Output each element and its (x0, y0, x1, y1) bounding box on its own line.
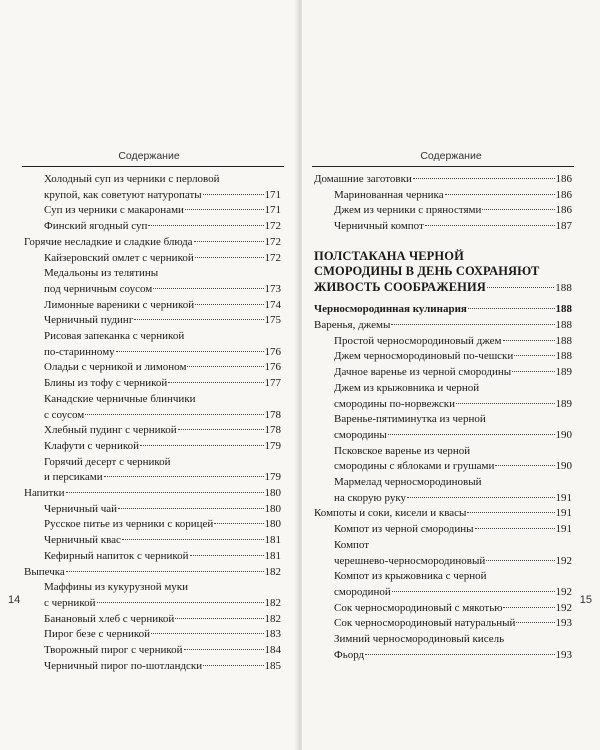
toc-entry (24, 502, 281, 518)
toc-entry-text: Кефирный напиток с черникой (44, 549, 189, 562)
toc-chapter-entry (24, 486, 281, 502)
toc-entry-text: Банановый хлеб с черникой (44, 612, 175, 625)
toc-entry-text: Псковское варенье из черной (334, 444, 471, 457)
toc-entry-row (24, 486, 281, 502)
dot-leader (495, 465, 554, 466)
toc-entry-text: Джем черносмородиновый по-чешски (334, 350, 514, 363)
dot-leader (190, 555, 264, 556)
toc-list (24, 172, 281, 675)
toc-entry-row (44, 313, 281, 329)
dot-leader (118, 508, 263, 509)
toc-entry-row (314, 302, 572, 318)
toc-page-number: 172 (264, 220, 281, 233)
toc-entry-row (334, 585, 572, 601)
toc-entry (24, 376, 281, 392)
toc-entry (314, 632, 572, 663)
toc-page-number: 178 (264, 408, 281, 421)
toc-page-number: 188 (555, 303, 572, 316)
toc-entry-text: Компот из черной смородины (334, 523, 474, 536)
dot-leader (151, 633, 263, 634)
toc-entry (314, 522, 572, 538)
toc-entry-text: Джем из крыжовника и черной (334, 381, 480, 394)
dot-leader (503, 340, 555, 341)
toc-entry-text: Джем из черники с пряностями (334, 204, 482, 217)
toc-entry-row (334, 459, 572, 475)
toc-page-number: 183 (264, 628, 281, 641)
toc-entry (314, 349, 572, 365)
toc-entry-text: на скорую руку (334, 491, 407, 504)
running-head: Содержание (420, 150, 482, 162)
toc-entry-text: Фьорд (334, 648, 365, 661)
toc-entry (24, 612, 281, 628)
toc-entry (314, 475, 572, 506)
dot-leader (168, 382, 263, 383)
toc-page-number: 172 (264, 251, 281, 264)
toc-entry-row (44, 345, 281, 361)
toc-entry (314, 616, 572, 632)
toc-entry-text: Компот (334, 538, 370, 551)
dot-leader (195, 257, 264, 258)
toc-entry-text: ПОЛСТАКАНА ЧЕРНОЙ (314, 248, 464, 263)
toc-entry (314, 188, 572, 204)
running-head: Содержание (118, 150, 180, 162)
toc-entry-row (334, 648, 572, 664)
toc-entry-text: Канадские черничные блинчики (44, 392, 196, 405)
toc-page-number: 193 (555, 648, 572, 661)
toc-entry-row (44, 517, 281, 533)
toc-entry-text: Маринованная черника (334, 188, 444, 201)
toc-page-number: 172 (264, 235, 281, 248)
toc-entry-row (314, 172, 572, 188)
toc-entry-text: смородины с яблоками и грушами (334, 460, 495, 473)
dot-leader (122, 539, 264, 540)
toc-page-number: 192 (555, 585, 572, 598)
toc-page-number: 189 (555, 366, 572, 379)
toc-entry-row (314, 280, 572, 297)
toc-entry-row (334, 203, 572, 219)
toc-page-number: 171 (264, 188, 281, 201)
dot-leader (514, 355, 554, 356)
toc-entry-text: Черничный пирог по-шотландски (44, 659, 203, 672)
toc-entry-row (44, 282, 281, 298)
toc-entry-row (334, 428, 572, 444)
toc-entry-row (334, 349, 572, 365)
toc-page-number: 188 (555, 319, 572, 332)
toc-entry-row (44, 643, 281, 659)
toc-entry (24, 549, 281, 565)
toc-entry (314, 601, 572, 617)
dot-leader (392, 591, 555, 592)
toc-entry-row (334, 601, 572, 617)
toc-page-number: 182 (264, 612, 281, 625)
toc-entry-text: Сок черносмородиновый с мякотью (334, 601, 503, 614)
toc-section-heading (314, 249, 572, 297)
toc-page-number: 188 (555, 281, 572, 294)
toc-entry-text: Оладьи с черникой и лимоном (44, 361, 187, 374)
dot-leader (203, 194, 264, 195)
dot-leader (148, 225, 263, 226)
toc-page-number: 186 (555, 173, 572, 185)
toc-entry-text: Компот из крыжовника с черной (334, 570, 487, 583)
toc-entry (24, 439, 281, 455)
toc-entry-text: Черносмородинная кулинария (314, 303, 467, 316)
toc-entry (24, 172, 281, 203)
toc-page-number: 185 (264, 659, 281, 672)
toc-entry-row (44, 251, 281, 267)
toc-page-number: 179 (264, 471, 281, 484)
header-rule (22, 166, 284, 167)
toc-entry-row (334, 188, 572, 204)
toc-entry-text: Сок черносмородиновый натуральный (334, 617, 516, 630)
dot-leader (178, 429, 264, 430)
toc-page-number: 191 (555, 491, 572, 504)
toc-entry-row (44, 423, 281, 439)
toc-entry-text: Черничный чай (44, 502, 118, 515)
dot-leader (185, 209, 264, 210)
toc-entry-text: Русское питье из черники с корицей (44, 518, 214, 531)
toc-entry-text: и персиками (44, 471, 103, 484)
toc-entry-row (44, 627, 281, 643)
toc-entry (314, 444, 572, 475)
toc-entry (24, 580, 281, 611)
toc-page-number: 179 (264, 439, 281, 452)
toc-page-number: 186 (555, 204, 572, 217)
toc-entry-text: Пирог безе с черникой (44, 628, 151, 641)
toc-entry-text: Кайзеровский омлет с черникой (44, 251, 194, 264)
toc-chapter-entry (314, 172, 572, 188)
toc-page-number: 171 (264, 204, 281, 217)
toc-entry-row (44, 502, 281, 518)
toc-page-number: 181 (264, 534, 281, 547)
toc-page-number: 177 (264, 377, 281, 390)
toc-entry-text: Простой черносмородиновый джем (334, 334, 502, 347)
dot-leader (214, 523, 263, 524)
dot-leader (475, 528, 555, 529)
left-page (0, 0, 298, 750)
toc-page-number: 191 (555, 507, 572, 520)
toc-page-number: 188 (555, 334, 572, 347)
toc-entry (24, 517, 281, 533)
toc-page-number: 184 (264, 644, 281, 657)
dot-leader (388, 434, 555, 435)
toc-page-number: 180 (264, 502, 281, 515)
toc-page-number: 187 (555, 220, 572, 233)
toc-entry-row (24, 565, 281, 581)
toc-entry (314, 412, 572, 443)
toc-entry-row (44, 439, 281, 455)
toc-page-number: 192 (555, 601, 572, 614)
toc-entry-row (334, 397, 572, 413)
toc-page-number: 188 (555, 350, 572, 363)
toc-entry-text: смородины (334, 428, 387, 441)
toc-entry-text: Напитки (24, 487, 65, 500)
toc-page-number: 190 (555, 428, 572, 441)
toc-entry-text: Лимонные вареники с черникой (44, 298, 195, 311)
toc-page-number: 189 (555, 397, 572, 410)
toc-page-number: 186 (555, 188, 572, 201)
toc-chapter-entry (314, 506, 572, 522)
toc-entry-row (44, 376, 281, 392)
dot-leader (487, 287, 554, 288)
toc-page-number: 174 (264, 298, 281, 311)
dot-leader (456, 403, 555, 404)
dot-leader (116, 351, 264, 352)
dot-leader (425, 225, 555, 226)
dot-leader (134, 319, 263, 320)
toc-entry-text: под черничным соусом (44, 282, 153, 295)
toc-entry-row (44, 360, 281, 376)
toc-entry (24, 251, 281, 267)
toc-entry (314, 203, 572, 219)
toc-entry (314, 334, 572, 350)
toc-chapter-entry (314, 302, 572, 318)
dot-leader (467, 512, 554, 513)
toc-chapter-entry (24, 235, 281, 251)
toc-entry-text: Клафути с черникой (44, 439, 139, 452)
dot-leader (85, 414, 263, 415)
toc-entry-text: Горячий десерт с черникой (44, 455, 171, 468)
toc-entry-text: Черничный квас (44, 534, 121, 547)
toc-entry-row (334, 365, 572, 381)
toc-page-number: 192 (555, 554, 572, 567)
toc-entry-text: с черникой (44, 596, 96, 609)
toc-entry (314, 538, 572, 569)
toc-entry-text: ЖИВОСТЬ СООБРАЖЕНИЯ (314, 279, 486, 294)
dot-leader (184, 649, 264, 650)
toc-entry-text: Варенья, джемы (314, 319, 391, 332)
toc-entry-text: Маффины из кукурузной муки (44, 581, 189, 594)
toc-page-number: 182 (264, 565, 281, 578)
toc-entry-text: черешнево-черносмородиновый (334, 554, 486, 567)
toc-entry-row (334, 334, 572, 350)
toc-entry-text: смородиной (334, 585, 391, 598)
dot-leader (140, 445, 264, 446)
toc-entry-text: по-старинному (44, 345, 115, 358)
dot-leader (153, 288, 263, 289)
toc-entry-row (334, 522, 572, 538)
toc-page-number: 176 (264, 361, 281, 374)
toc-entry-text: Блины из тофу с черникой (44, 377, 168, 390)
toc-page-number: 182 (264, 596, 281, 609)
toc-entry (24, 329, 281, 360)
toc-entry-row (44, 612, 281, 628)
toc-entry (314, 569, 572, 600)
toc-page-number: 193 (555, 617, 572, 630)
toc-entry-text: смородины по-норвежски (334, 397, 455, 410)
toc-page-number: 173 (264, 282, 281, 295)
dot-leader (203, 665, 263, 666)
toc-entry-row (334, 491, 572, 507)
toc-entry (314, 219, 572, 235)
toc-entry-text: Черничный пудинг (44, 314, 134, 327)
toc-entry-text: Дачное варенье из черной смородины (334, 366, 512, 379)
toc-entry-text: Мармелад черносмородиновый (334, 476, 482, 489)
dot-leader (195, 304, 263, 305)
toc-entry-text: Холодный суп из черники с перловой (44, 173, 220, 185)
dot-leader (187, 366, 263, 367)
toc-entry-row (44, 219, 281, 235)
page-number: 15 (579, 594, 592, 606)
toc-entry-row (44, 298, 281, 314)
toc-entry-row (44, 549, 281, 565)
dot-leader (97, 602, 264, 603)
toc-page-number: 180 (264, 518, 281, 531)
toc-entry (314, 381, 572, 412)
dot-leader (407, 497, 554, 498)
toc-chapter-entry (24, 565, 281, 581)
toc-entry-text: с соусом (44, 408, 85, 421)
dot-leader (365, 654, 554, 655)
dot-leader (104, 476, 264, 477)
toc-entry (314, 365, 572, 381)
toc-entry (24, 627, 281, 643)
toc-entry-text: Медальоны из телятины (44, 267, 159, 280)
dot-leader (516, 622, 554, 623)
toc-entry-text: Варенье-пятиминутка из черной (334, 413, 486, 426)
dot-leader (503, 607, 554, 608)
toc-entry-row (44, 470, 281, 486)
toc-page-number: 176 (264, 345, 281, 358)
toc-entry-text: Хлебный пудинг с черникой (44, 424, 177, 437)
right-page (302, 0, 600, 750)
toc-list (314, 172, 572, 663)
dot-leader (413, 178, 555, 179)
dot-leader (391, 324, 554, 325)
toc-page-number: 178 (264, 424, 281, 437)
toc-entry-row (314, 318, 572, 334)
toc-entry-row (44, 533, 281, 549)
dot-leader (66, 492, 264, 493)
toc-entry (24, 659, 281, 675)
dot-leader (66, 571, 264, 572)
dot-leader (468, 308, 555, 309)
toc-entry (24, 298, 281, 314)
toc-entry-row (334, 219, 572, 235)
toc-entry (24, 360, 281, 376)
page-number: 14 (8, 594, 21, 606)
dot-leader (486, 560, 554, 561)
toc-entry-row (44, 659, 281, 675)
dot-leader (175, 618, 263, 619)
toc-entry-row (314, 506, 572, 522)
toc-entry (24, 313, 281, 329)
toc-entry-row (334, 554, 572, 570)
toc-entry (24, 533, 281, 549)
toc-entry (24, 203, 281, 219)
header-rule (312, 166, 574, 167)
toc-page-number: 191 (555, 523, 572, 536)
dot-leader (482, 209, 554, 210)
toc-entry-text: Рисовая запеканка с черникой (44, 330, 185, 343)
toc-page-number: 180 (264, 487, 281, 500)
toc-entry (24, 266, 281, 297)
toc-entry-text: Компоты и соки, кисели и квасы (314, 507, 467, 520)
toc-entry-text: Зимний черносмородиновый кисель (334, 633, 505, 646)
toc-entry-text: СМОРОДИНЫ В ДЕНЬ СОХРАНЯЮТ (314, 264, 540, 279)
dot-leader (194, 241, 264, 242)
toc-entry-row (24, 235, 281, 251)
toc-entry-text: крупой, как советуют натуропаты (44, 188, 202, 201)
toc-entry-text: Суп из черники с макаронами (44, 204, 184, 217)
toc-entry-row (44, 188, 281, 204)
toc-chapter-entry (314, 318, 572, 334)
toc-entry-text: Творожный пирог с черникой (44, 644, 183, 657)
toc-entry (24, 392, 281, 423)
toc-entry-row (44, 203, 281, 219)
toc-page-number: 175 (264, 314, 281, 327)
toc-entry (24, 219, 281, 235)
toc-entry-row (334, 616, 572, 632)
toc-entry-text: Домашние заготовки (314, 173, 412, 185)
toc-page-number: 181 (264, 549, 281, 562)
toc-entry (24, 423, 281, 439)
toc-entry-text: Горячие несладкие и сладкие блюда (24, 235, 193, 248)
dot-leader (445, 194, 555, 195)
dot-leader (512, 371, 554, 372)
toc-entry-text: Финский ягодный суп (44, 220, 148, 233)
toc-entry-row (44, 596, 281, 612)
toc-entry-text: Выпечка (24, 565, 65, 578)
toc-entry (24, 455, 281, 486)
toc-entry-text: Черничный компот (334, 220, 424, 233)
toc-entry-row (44, 408, 281, 424)
toc-page-number: 190 (555, 460, 572, 473)
toc-entry (24, 643, 281, 659)
